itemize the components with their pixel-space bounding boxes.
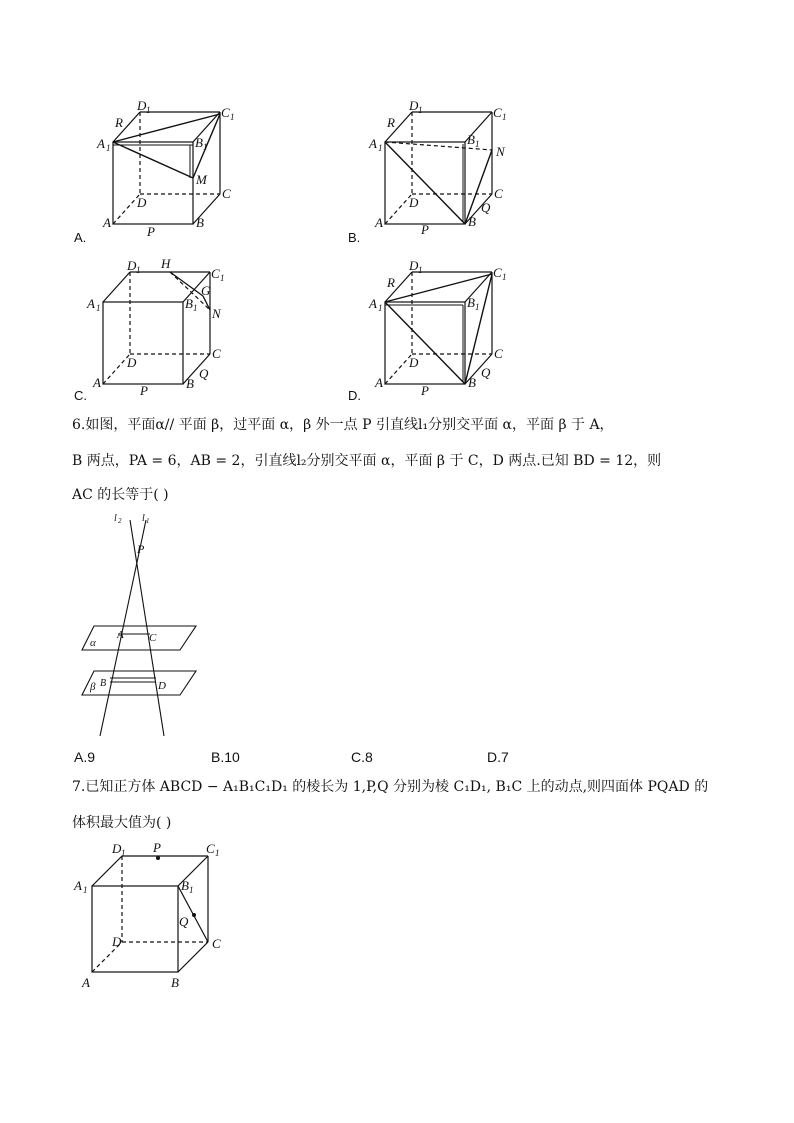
svg-text:D: D [409,258,419,273]
option-d-label: D. [348,388,361,403]
q6-line-2: B 两点，PA = 6，AB = 2，引直线l₂分别交平面 α，平面 β 于 C，D 两点.已知 BD = 12，则 [72,453,662,469]
svg-text:D: D [127,258,137,273]
svg-text:M: M [196,172,207,187]
svg-text:D: D [409,355,419,370]
svg-text:C: C [206,841,215,856]
q6-line-1: 6.如图，平面α// 平面 β，过平面 α，β 外一点 P 引直线l₁分别交平面 α，平面 β 于 A， [72,417,614,433]
svg-text:1: 1 [136,265,141,275]
svg-text:P: P [140,383,148,398]
svg-text:P: P [153,840,161,855]
svg-text:1: 1 [502,112,507,122]
svg-text:1: 1 [96,303,101,313]
svg-text:N: N [212,306,221,321]
svg-text:1: 1 [83,885,88,895]
cube-figure-d [367,258,517,398]
svg-text:D: D [112,841,122,856]
svg-text:1: 1 [502,272,507,282]
svg-text:C: C [222,186,231,201]
svg-text:P: P [421,222,429,237]
q6-choice-b: B.10 [211,749,240,765]
svg-text:2: 2 [118,517,122,525]
svg-text:1: 1 [193,303,198,313]
svg-text:D: D [137,98,147,113]
svg-text:Q: Q [481,365,491,380]
svg-text:A: A [87,296,95,311]
svg-text:A: A [375,215,383,230]
svg-text:D: D [409,195,419,210]
svg-text:N: N [496,144,505,159]
cube-figure-c [85,258,235,398]
svg-text:C: C [493,265,502,280]
svg-text:B: B [467,295,475,310]
svg-text:C: C [494,186,503,201]
cube-figure-q7 [72,840,242,995]
svg-text:R: R [115,115,123,130]
svg-text:R: R [387,115,395,130]
svg-text:l: l [142,513,145,524]
svg-text:B: B [186,376,194,391]
svg-text:D: D [137,195,147,210]
svg-text:P: P [421,383,429,398]
q6-choice-c: C.8 [351,749,373,765]
svg-text:A: A [375,375,383,390]
svg-text:B: B [171,975,179,990]
svg-text:1: 1 [378,143,383,153]
svg-text:1: 1 [189,885,194,895]
option-b-label: B. [348,230,361,245]
q7-line-2: 体积最大值为( ) [72,815,172,831]
svg-text:C: C [494,346,503,361]
svg-text:P: P [137,542,145,556]
cube-figure-a [95,98,245,238]
svg-text:D: D [112,934,122,949]
q6-choice-d: D.7 [487,749,509,765]
svg-text:B: B [196,215,204,230]
svg-text:1: 1 [106,143,111,153]
svg-text:A: A [74,878,82,893]
svg-text:R: R [387,275,395,290]
svg-text:1: 1 [215,848,220,858]
svg-text:1: 1 [418,265,423,275]
svg-text:1: 1 [220,273,225,283]
svg-text:C: C [221,105,230,120]
option-c-label: C. [74,388,87,403]
q6-choice-a: A.9 [74,749,96,765]
svg-text:B: B [181,878,189,893]
svg-text:Q: Q [199,366,209,381]
svg-text:B: B [468,375,476,390]
svg-text:1: 1 [203,142,208,152]
svg-text:1: 1 [146,105,151,115]
svg-text:B: B [467,132,475,147]
svg-text:1: 1 [230,112,235,122]
svg-text:C: C [493,105,502,120]
svg-text:P: P [147,224,155,239]
svg-text:G: G [201,283,211,298]
option-a-label: A. [74,230,87,245]
svg-text:1: 1 [146,517,150,525]
svg-text:A: A [117,629,124,641]
svg-text:B: B [185,296,193,311]
cube-figure-b [367,98,517,238]
svg-text:A: A [369,296,377,311]
svg-text:A: A [97,136,105,151]
svg-text:Q: Q [179,914,189,929]
svg-text:1: 1 [475,302,480,312]
svg-text:1: 1 [418,105,423,115]
svg-text:D: D [127,355,137,370]
svg-text:C: C [149,632,157,644]
svg-text:B: B [100,678,107,689]
svg-text:A: A [369,136,377,151]
svg-text:D: D [158,680,166,692]
svg-text:1: 1 [121,848,126,858]
svg-text:C: C [212,936,221,951]
svg-text:C: C [211,266,220,281]
svg-text:Q: Q [481,200,491,215]
svg-text:l: l [114,513,117,524]
svg-text:B: B [195,135,203,150]
svg-text:H: H [161,256,171,271]
svg-text:A: A [82,975,90,990]
q7-line-1: 7.已知正方体 ABCD − A₁B₁C₁D₁ 的棱长为 1,P,Q 分别为棱 C₁D₁, B₁C 上的动点,则四面体 PQAD 的 [72,779,709,795]
q6-line-3: AC 的长等于( ) [72,487,169,503]
planes-figure [80,508,210,743]
svg-text:1: 1 [378,303,383,313]
svg-text:α: α [90,637,96,649]
svg-text:A: A [93,375,101,390]
svg-text:1: 1 [475,139,480,149]
svg-text:β: β [90,681,96,693]
svg-text:A: A [103,215,111,230]
svg-text:D: D [409,98,419,113]
svg-text:B: B [468,214,476,229]
svg-text:C: C [212,346,221,361]
